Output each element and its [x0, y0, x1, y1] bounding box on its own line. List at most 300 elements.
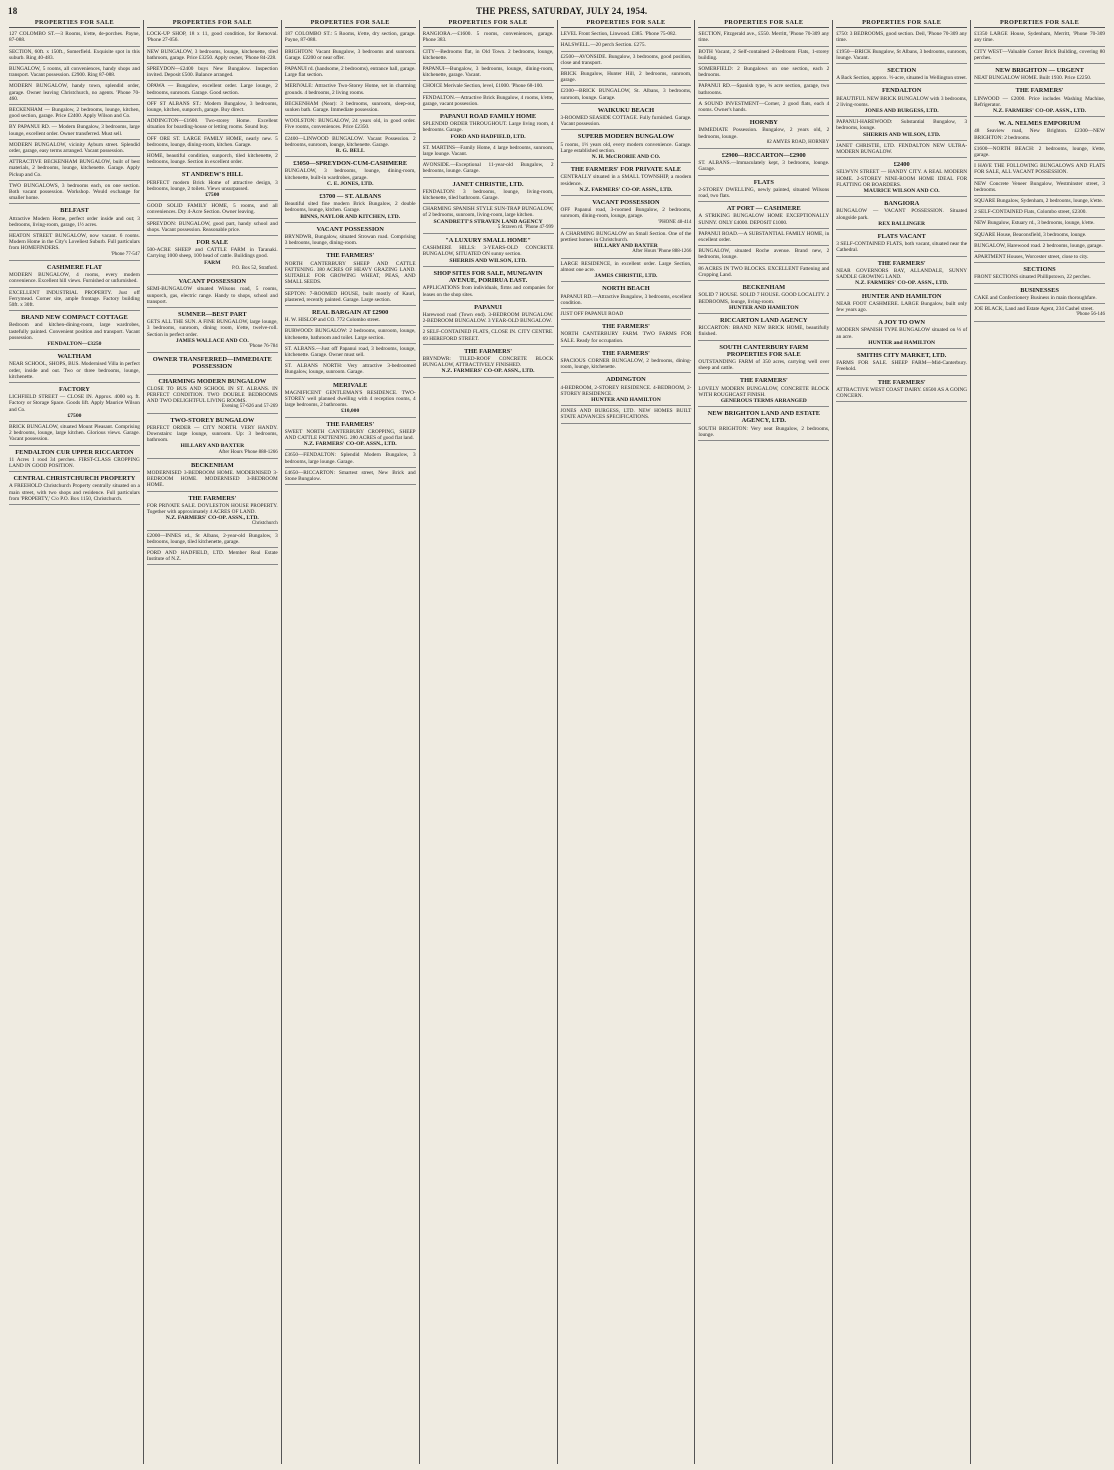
ad-body: 187 COLOMBO ST.: 5 Rooms, k'ette, dry section, garage. Payne, 87-088. [284, 31, 416, 44]
ad-heading: VACANT POSSESSION [316, 225, 384, 233]
classified-ad [9, 232, 140, 261]
ad-body: BUNGALOW, Harewood road. 2 bedrooms, lounge, garage. [974, 242, 1103, 249]
ad-agent: R. G. BELL [335, 148, 365, 155]
ad-body: SECTION, 60ft. x 150ft., Somerfield. Exquisite spot in this suburb. Ring 40-483. [9, 48, 140, 61]
ad-body: LINWOOD — £2000. Price includes Washing Machine, Refrigerator. [974, 95, 1105, 108]
ad-body: SPLENDID ORDER THROUGHOUT. Large living room, 4 bedrooms. Garage. [422, 121, 554, 134]
classified-ad [836, 317, 967, 349]
classified-ad [423, 65, 554, 81]
ad-heading: CHARMING MODERN BUNGALOW [158, 377, 267, 385]
column-heading: PROPERTIES FOR SALE [285, 20, 416, 28]
ad-heading: FENDALTON CUR UPPER RICCARTON [15, 448, 134, 456]
classified-ad [836, 30, 967, 46]
ad-body: BUNGALOW, 5 rooms, all conveniences, handy shops and transport. Vacant possession. £2900. Ring 87-088. [9, 66, 140, 79]
ad-heading: £3700 — ST. ALBANS [319, 193, 382, 201]
ad-heading: THE FARMERS' [326, 252, 375, 260]
ad-heading: "A LUXURY SMALL HOME" [445, 237, 531, 245]
ad-heading: THE FARMERS' [877, 259, 926, 267]
ad-body: PAPANUI rd. (handsome, 2 bedrooms), entrance hall, garage. Large flat section. [284, 66, 416, 79]
ad-agent: FORD AND HADFIELD, LTD. [450, 133, 526, 140]
ad-body: BOTH Vacant, 2 Self-contained 2-Bedroom Flats, 1-storey building. [698, 48, 830, 61]
ad-body: NEAR FOOT CASHMERE. LARGE Bungalow, built only few years ago. [836, 300, 968, 313]
ad-body: BRYNDWR, Bungalow, situated Strowan road. Comprising 3 bedrooms, lounge, dining-room. [284, 234, 416, 247]
classified-ad [836, 85, 967, 117]
ad-heading: HORNBY [749, 119, 778, 127]
classified-ad [423, 205, 554, 234]
ad-agent: N.Z. FARMERS' CO-OP. ASSN., LTD. [579, 186, 673, 193]
classified-ad [9, 158, 140, 181]
ad-body: £1950—BRICK Bungalow, St Albans, 3 bedrooms, sunroom, lounge. Vacant. [836, 48, 968, 61]
classified-ad [561, 87, 692, 103]
ad-body: ATTRACTIVE WEST COAST DAIRY. £6500 AS A GOING CONCERN. [836, 386, 968, 399]
ad-body: 86 ACRES IN TWO BLOCKS. EXCELLENT Fattening and Cropping Land. [698, 265, 830, 278]
ad-heading: SOUTH CANTERBURY FARM PROPERTIES FOR SALE [719, 343, 809, 358]
ad-body: HEATON STREET BUNGALOW, now vacant. 6 rooms. Modern Home in the City's Loveliest Suburb. Full particulars from HOMEFINDERS. [9, 233, 140, 252]
ad-body: SPACIOUS CORNER BUNGALOW, 2 bedrooms, dining-room, lounge, kitchenette. [560, 357, 692, 371]
classified-ad [698, 342, 829, 375]
classified-ad [147, 48, 278, 64]
ad-body: SOMERFIELD: 2 Bungalows on one section, each 2 bedrooms. [698, 66, 830, 79]
page-number: 18 [8, 6, 18, 16]
ad-body: 4-BEDROOM, 2-STOREY RESIDENCE. 4-BEDROOM, 2-STOREY RESIDENCE. [560, 384, 692, 397]
classified-ad [698, 315, 829, 341]
ad-body: BECKENHAM — Bungalow, 2 bedrooms, lounge, kitchen, good section, garage. Price £2400. Apply Wilson and Co. [9, 107, 140, 120]
ad-agent: C. E. JONES, LTD. [326, 180, 374, 187]
classified-ad [9, 262, 140, 288]
classified-ad [147, 237, 278, 275]
classified-ad [9, 384, 140, 422]
ad-body: APARTMENT Houses, Worcester street, close to city. [974, 254, 1089, 261]
classified-ad [285, 380, 416, 418]
classified-ad [9, 48, 140, 64]
column-6 [694, 20, 832, 1464]
ad-body: IMMEDIATE Possession. Bungalow, 2 years old, 2 bedrooms, lounge. [698, 127, 830, 140]
classified-ad [147, 202, 278, 218]
ad-heading: PAPANUI ROAD FAMILY HOME [439, 113, 537, 121]
ad-body: ST. ALBANS NORTH: Very attractive 3-bedroomed Bungalow, lounge, sunroom. Garage. [284, 363, 416, 376]
classified-ad [423, 82, 554, 92]
classified-ad [836, 291, 967, 317]
ad-body: BRICK BUNGALOW, situated Mount Pleasant. Comprising 2 bedrooms, lounge, large kitchen. Glorious views. Garage. Vacant possession. [9, 423, 140, 443]
ad-body: PAPANUI-HAREWOOD: Substantial Bungalow, 3 bedrooms, lounge. [836, 119, 968, 132]
classified-ad [561, 105, 692, 131]
ad-contact: After Hours 'Phone 888-1266 [632, 249, 692, 255]
classified-ad [698, 117, 829, 149]
ad-body: £2400—LINWOOD BUNGALOW. Vacant Possession. 2 bedrooms, sunroom, lounge, kitchenette. Garage. [284, 135, 416, 148]
classified-ad [285, 158, 416, 190]
ad-contact: 5 Straven rd. 'Phone 47-999 [497, 224, 554, 230]
classified-ad [974, 219, 1105, 229]
ad-body: SOLID 7 HOUSE. SOLID 7 HOUSE. GOOD LOCALITY. 2 BEDROOMS, lounge, living-room. [698, 292, 830, 305]
ad-heading: THE FARMERS' [326, 420, 375, 428]
ad-agent: HILLARY AND BAXTER [594, 243, 658, 250]
ad-body: NORTH CANTERBURY SHEEP AND CATTLE FATTENING. 380 ACRES OF HEAVY GRAZING LAND. SUITABLE FOR GROWING WHEAT, PEAS, AND SMALL SEEDS. [284, 260, 416, 286]
classified-ad [9, 65, 140, 81]
classified-ad [423, 179, 554, 205]
ad-agent: HUNTER AND HAMILTON [729, 304, 799, 311]
ad-body: RANGIORA.—£1600. 5 rooms, conveniences, garage. Phone 383. [422, 31, 554, 44]
ad-body: 2-STOREY DWELLING, newly painted, situated Wilsons road, two flats. [698, 186, 830, 200]
ad-body: OFF Papanui road, 3-roomed Bungalow, 2 bedrooms, sunroom, dining-room, lounge, garage. [560, 207, 692, 220]
classified-ad [147, 549, 278, 565]
ad-body: ST. ALBANS.—Just off Papanui road, 3 bedrooms, lounge, kitchenette. Garage. Owner must sell. [284, 345, 416, 358]
classified-ad [9, 423, 140, 446]
ad-heading: PAPANUI [474, 303, 502, 311]
ad-heading: FENDALTON [881, 87, 922, 95]
classified-ad [147, 82, 278, 98]
column-3 [281, 20, 419, 1464]
ad-contact: 'Phone 56-146 [1076, 312, 1105, 318]
classified-ad [561, 374, 692, 406]
classified-ad [147, 493, 278, 531]
classified-ad [285, 345, 416, 361]
ad-body: BUNGALOW, situated Roche avenue. Brand new, 2 bedrooms, lounge. [698, 248, 830, 261]
ad-body: BUNGALOW, 3 bedrooms, lounge, dining-room, kitchenette, built-in wardrobes, garage. [284, 168, 416, 181]
ad-body: NORTH CANTERBURY FARM. TWO FARMS FOR SALE. Ready for occupation. [560, 331, 692, 344]
classified-ad [423, 94, 554, 110]
ad-heading: SECTIONS [1023, 266, 1056, 274]
classified-ad [285, 290, 416, 306]
classified-ad [147, 376, 278, 414]
ad-body: MODERNISED 3-BEDROOM HOME. MODERNISED 3-BEDROOM HOME. MODERNISED 3-BEDROOM HOME. [146, 469, 278, 489]
ad-agent: FENDALTON—£3250 [47, 340, 102, 347]
ad-contact: P.O. Box 52, Stratford. [232, 265, 278, 271]
classified-ad [561, 131, 692, 163]
classified-ad [423, 161, 554, 177]
classified-ad [698, 203, 829, 229]
column-heading: PROPERTIES FOR SALE [147, 20, 278, 28]
ad-heading: THE FARMERS' [601, 323, 650, 331]
ad-body: FOR PRIVATE SALE. DOYLESTON HOUSE PROPERTY. Together with approximately 4 ACRES OF LAND. [146, 502, 278, 515]
ad-body: CITY—Bedrooms flat, in Old Town. 2 bedrooms, lounge, kitchenette. [422, 48, 554, 61]
ad-body: EXCELLENT INDUSTRIAL PROPERTY. Just off Ferrymead. Corner site, ample frontage. Factory building 50ft. x 30ft. [9, 289, 140, 308]
ad-body: RICCARTON: BRAND NEW BRICK HOME, beautifully finished. [698, 325, 830, 338]
ad-contact: 'Phone 77-547 [111, 251, 140, 257]
classified-ad [698, 150, 829, 176]
ad-body: FRONT SECTIONS situated Phillipstown, 22 perches. [974, 274, 1091, 281]
ad-body: SWEET NORTH CANTERBURY CROPPING, SHEEP AND CATTLE FATTENING. 280 ACRES of good flat land. [284, 428, 416, 441]
ad-contact: 'Phone 76-784 [248, 343, 278, 349]
ad-heading: NEW BRIGHTON — URGENT [995, 67, 1084, 75]
classified-ad [836, 142, 967, 158]
classified-ad [836, 258, 967, 290]
ad-body: BUNGALOW — VACANT POSSESSION. Situated alongside park. [836, 208, 968, 221]
ad-body: JOE BLACK, Land and Estate Agent, 234 Cashel street. [974, 306, 1094, 313]
classified-ad [698, 48, 829, 64]
ad-body: HOME, beautiful condition, sunporch, tiled kitchenette, 2 bedrooms, lounge. Section in excellent order. [146, 153, 278, 166]
ad-body: APPLICATIONS from individuals, firms and companies for leases on the shop sites. [422, 285, 554, 298]
classified-ad [285, 419, 416, 451]
ad-body: SELWYN STREET — HANDY CITY. A REAL MODERN HOME. 2-STOREY NINE-ROOM HOME IDEAL FOR FLATTING OR BOARDERS. [836, 169, 968, 188]
column-heading: PROPERTIES FOR SALE [9, 20, 140, 28]
classified-ad [285, 135, 416, 158]
ad-contact: Evening 57-626 and 57-269 [221, 404, 278, 410]
classified-ad [9, 106, 140, 122]
ad-body: MODERN SPANISH TYPE BUNGALOW situated on ⅓ of an acre. [836, 327, 968, 340]
column-7 [832, 20, 970, 1464]
ad-body: SECTION, Fitzgerald ave., £550. Merritt, 'Phone 70-309 any time. [698, 31, 830, 44]
column-heading: PROPERTIES FOR SALE [561, 20, 692, 28]
classified-ad [561, 164, 692, 196]
ad-agent: £10,000 [341, 408, 360, 415]
ad-body: SEMI-BUNGALOW situated Wilsons road, 5 rooms, sunporch, gas, electric range. Handy to shops, school and transport. [146, 286, 278, 305]
column-8 [970, 20, 1108, 1464]
ad-body: 2 SELF-CONTAINED FLATS, CLOSE IN. CITY CENTRE. 69 HEREFORD STREET. [422, 329, 554, 342]
classified-ad [836, 231, 967, 257]
ad-body: ST. MARTINS—Family Home, 4 large bedrooms, sunroom, large lounge. Vacant. [422, 144, 554, 158]
classified-ad [561, 53, 692, 69]
classified-ad [974, 145, 1105, 161]
ad-contact: 'PHONE 48-414 [658, 219, 692, 225]
ad-agent: JAMES WALLACE AND CO. [175, 337, 249, 344]
classified-ad [9, 82, 140, 105]
ad-body: BURWOOD: BUNGALOW: 2 bedrooms, sunroom, lounge, kitchenette, bathroom and toilet. Large section. [284, 328, 416, 341]
ad-body: PORD AND HADFIELD, LTD. Member Real Estate Institute of N.Z. [146, 550, 278, 563]
classified-ad [698, 230, 829, 246]
classified-ad [561, 230, 692, 259]
ad-heading: WAIKUKU BEACH [597, 106, 655, 114]
ad-body: PAPANUI RD.—Attractive Bungalow, 3 bedrooms, excellent condition. [560, 293, 692, 306]
ad-heading: NORTH BEACH [602, 285, 650, 293]
ad-body: £1350 LARGE House, Sydenham, Merritt, 'Phone 70-309 any time. [974, 31, 1105, 44]
ad-agent: JONES AND BURGESS, LTD. [864, 108, 939, 115]
ad-heading: BECKENHAM [191, 461, 234, 469]
ad-heading: AT PORT — CASHMERE [726, 205, 801, 213]
ad-heading: THE FARMERS' [739, 377, 788, 385]
ad-agent: JAMES CHRISTIE, LTD. [594, 273, 658, 280]
ad-body: GETS ALL THE SUN. A FINE BUNGALOW, large lounge, 3 bedrooms, sunroom, dining room, k'ette, twelve-roll. Section in perfect order. [146, 319, 278, 338]
ad-body: PAPANUI RD.—Spanish type, ¾ acre section, garage, two bathrooms. [698, 83, 830, 96]
ad-body: OPAWA — Bungalow, excellent order. Large lounge, 2 bedrooms, sunroom. Garage. Good section. [146, 83, 278, 96]
classified-ad [423, 328, 554, 344]
ad-heading: CASHMERE FLAT [46, 263, 102, 271]
ad-heading: NEW BRIGHTON LAND AND ESTATE AGENCY, LTD. [707, 410, 821, 425]
ad-agent: N. H. McCRORIE AND CO. [591, 154, 661, 161]
ad-body: 11 Acres 1 rood 34 perches. FIRST-CLASS CROPPING LAND IN GOOD POSITION. [9, 456, 140, 469]
ad-body: 3-ROOMED SEASIDE COTTAGE. Fully furnished. Garage. Vacant possession. [560, 115, 692, 128]
ad-body: LOCK-UP SHOP, 18 x 11, good condition, for Removal. 'Phone 27-056. [146, 31, 278, 44]
ad-body: LOVELY MODERN BUNGALOW, CONCRETE BLOCK WITH ROUGHCAST FINISH. [698, 385, 830, 398]
ad-heading: SECTION [887, 67, 917, 75]
ad-heading: CENTRAL CHRISTCHURCH PROPERTY [13, 475, 136, 483]
ad-body: Attractive Modern Home, perfect order inside and out; 3 bedrooms, living-room, garage, 1½ acres. [9, 215, 140, 228]
ad-body: Beautiful sited fine modern Brick Bungalow, 2 double bedrooms, lounge, kitchen. Garage. [284, 201, 416, 214]
ad-body: I HAVE THE FOLLOWING BUNGALOWS AND FLATS FOR SALE, ALL VACANT POSSESSION. [974, 163, 1105, 176]
classified-ad [561, 321, 692, 347]
column-2 [143, 20, 281, 1464]
classified-ad [974, 65, 1105, 84]
paper-title: THE PRESS, SATURDAY, JULY 24, 1954. [476, 6, 648, 16]
ad-agent: £7500 [205, 192, 220, 199]
classified-ad [285, 327, 416, 343]
ad-body: A SOUND INVESTMENT—Corner, 2 good flats, each 4 rooms. Owner's hands. [698, 100, 830, 114]
classified-ad [147, 169, 278, 201]
ad-heading: FOR SALE [196, 239, 229, 247]
ad-body: JANET CHRISTIE, LTD. FENDALTON NEW ULTRA-MODERN BUNGALOW. [836, 142, 968, 156]
ad-body: NEW Concrete Veneer Bungalow, Westminster street, 3 bedrooms. [974, 180, 1105, 193]
classified-ad [285, 48, 416, 64]
ad-body: BRYNDWR: TILED-ROOF CONCRETE BLOCK BUNGALOW, ATTRACTIVELY FINISHED. [422, 355, 554, 369]
ad-body: £2000—INNES rd., St Albans, 2-year-old Bungalow, 3 bedrooms, lounge, tiled kitchenette, garage. [146, 532, 278, 545]
ad-body: A FREEHOLD Christchurch Property centrally situated on a main street, with two shops and residence. Full particulars from 'PROPERTY,' C/o P.O. Box 1150, Christchurch. [9, 483, 140, 502]
ad-agent: HUNTER AND HAMILTON [591, 396, 661, 403]
classified-ad [561, 260, 692, 283]
ad-body: PAPANUI ROAD.—A SUBSTANTIAL FAMILY HOME, in excellent order. [698, 230, 830, 244]
ad-body: TWO BUNGALOWS, 3 bedrooms each, on one section. Both vacant possession. Workshop. Would exchange for smaller home. [9, 182, 140, 202]
classified-ad [423, 235, 554, 267]
ad-body: CENTRALLY situated in a SMALL TOWNSHIP, a modern residence. [560, 174, 692, 187]
classified-ad [974, 48, 1105, 64]
ad-body: NEW BUNGALOW, 3 bedrooms, lounge, kitchenette, tiled bathroom, garage. Price £3250. Apply owner, 'Phone 84-228. [146, 48, 278, 61]
ad-body: £3650—FENDALTON: Splendid Modern Bungalow, 3 bedrooms, large lounge. Garage. [284, 452, 416, 465]
ad-heading: SUPERB MODERN BUNGALOW [577, 133, 675, 141]
ad-body: LEVEL Front Section, Linwood. £385. 'Phone 75-082. [560, 31, 677, 38]
ad-body: MAGNIFICENT GENTLEMAN'S RESIDENCE. TWO-STOREY well planned dwelling with 4 reception rooms, 4 large bedrooms, 2 bathrooms. [284, 389, 416, 409]
ad-heading: W. A. NELMES EMPORIUM [998, 120, 1081, 128]
classified-ad [561, 407, 692, 423]
ad-body: ATTRACTIVE BECKENHAM BUNGALOW, built of best materials, 2 bedrooms, lounge, kitchenette. Garage. Apply Pickup and Co. [9, 159, 140, 178]
classified-ad [698, 375, 829, 407]
ad-heading: THE FARMERS' FOR PRIVATE SALE [570, 166, 682, 174]
classified-ad [974, 242, 1105, 252]
column-heading: PROPERTIES FOR SALE [974, 20, 1105, 28]
ad-heading: HUNTER AND HAMILTON [861, 292, 942, 300]
classified-ad [698, 282, 829, 314]
classified-ad [698, 265, 829, 281]
classified-ad [836, 48, 967, 64]
classified-ad [9, 123, 140, 139]
classified-ad [147, 135, 278, 151]
classified-ad [561, 197, 692, 229]
classified-ad [698, 30, 829, 46]
ad-agent: N.Z. FARMERS' CO-OP. ASSN., LTD. [165, 515, 259, 522]
classified-ad [974, 197, 1105, 207]
classified-ad [836, 159, 967, 197]
classified-ad [147, 276, 278, 308]
classified-ad [836, 198, 967, 230]
ad-body: NEAR GOVERNORS BAY, ALLANDALE, SUNNY SADDLE GROWING LAND. [836, 267, 968, 281]
ad-agent: N.Z. FARMERS' CO-OP. ASSN., LTD. [303, 441, 397, 448]
ad-body: PERFECT modern Brick Home of attractive design, 3 bedrooms, lounge, 2 toilets. Views unsurpassed. [146, 179, 278, 192]
classified-ad [9, 289, 140, 312]
ad-agent: HILLARY AND BAXTER [180, 443, 245, 450]
classified-ad [836, 350, 967, 376]
ad-heading: MERIVALE [333, 381, 368, 389]
ad-agent: BINNS, NAYLOR AND KITCHEN, LTD. [300, 213, 401, 220]
ad-body: NEAT BUNGALOW HOME. Built 1930. Price £2250. [974, 75, 1092, 82]
ad-agent: HUNTER and HAMILTON [868, 339, 936, 346]
classified-ad [285, 451, 416, 467]
ad-heading: THE FARMERS' [1015, 87, 1064, 95]
classified-ad [285, 469, 416, 485]
classified-ad [561, 70, 692, 86]
classified-ad [423, 48, 554, 64]
ad-contact: After Hours 'Phone 888-1266 [218, 449, 278, 455]
ad-body: LARGE RESIDENCE, in excellent order. Large Section, almost one acre. [560, 260, 692, 273]
classified-ad [698, 65, 829, 81]
classified-ad [698, 408, 829, 441]
classified-ad [974, 208, 1105, 218]
classified-ad [974, 180, 1105, 196]
ad-body: BRICK Bungalow, Hunter Hill, 2 bedrooms, sunroom, garage. [560, 71, 692, 84]
ad-heading: FLATS VACANT [877, 233, 926, 241]
ad-body: £1600—NORTH BEACH: 2 bedrooms, lounge, k'ette, garage. [974, 145, 1105, 159]
ad-heading: THE FARMERS' [188, 494, 237, 502]
classified-ad [285, 191, 416, 223]
classified-ad [698, 177, 829, 203]
ad-heading: THE FARMERS' [464, 347, 513, 355]
classified-ad [974, 118, 1105, 144]
ad-body: SEPTON: 7-ROOMED HOUSE, built mostly of Kauri, plastered, recently painted. Garage. Large section. [284, 290, 416, 303]
classified-ad [974, 30, 1105, 46]
classified-ad [561, 30, 692, 40]
masthead [8, 4, 1106, 18]
ad-heading: SMITHS CITY MARKET, LTD. [856, 351, 947, 359]
classified-ad [147, 65, 278, 81]
ad-body: GOOD SOLID FAMILY HOME, 5 rooms, and all conveniences. Dry 4-Acre Section. Owner leaving. [146, 203, 278, 216]
ad-body: A Back Section, approx. ½-acre, situated in Wellington street. [836, 75, 968, 82]
classified-ad [698, 247, 829, 263]
ad-heading: FACTORY [59, 385, 90, 393]
ad-body: Bedroom and kitchen-dining-room, large wardrobes, tastefully painted. Convenient position and transport. Vacant possession. [9, 322, 140, 341]
classified-ad [698, 82, 829, 98]
ad-agent: GENEROUS TERMS ARRANGED [720, 397, 807, 404]
ad-body: A STRIKING BUNGALOW HOME EXCEPTIONALLY SUNNY. ONLY £4000. DEPOSIT £1000. [698, 213, 830, 226]
ad-body: MODERN BUNGALOW, handy town, splendid order, garage. Owner leaving Christchurch, no agents. 'Phone 70-460. [9, 83, 140, 102]
ad-agent: N.Z. FARMERS' CO-OP. ASSN., LTD. [441, 368, 535, 375]
ad-body: SPREYDON: BUNGALOW, good part, handy school and shops. Vacant possession. Reasonable price. [146, 220, 278, 233]
ad-agent: £7500 [67, 412, 82, 419]
column-heading: PROPERTIES FOR SALE [698, 20, 829, 28]
classified-ad [836, 377, 967, 403]
ad-body: ST. ALBANS.—Immaculately kept, 3 bedrooms, lounge. Garage. [698, 160, 830, 173]
ad-body: CITY WEST—Valuable Corner Brick Building, covering 80 perches. [974, 48, 1105, 61]
classified-ad [285, 250, 416, 288]
ad-heading: £2900—RICCARTON—£2900 [721, 152, 806, 160]
ad-agent: SHERRIS AND WILSON, LTD. [449, 257, 527, 264]
ad-heading: THE FARMERS' [877, 378, 926, 386]
ad-heading: BECKENHAM [742, 284, 786, 292]
classified-ad [561, 41, 692, 51]
ad-body: 48 Seaview road, New Brighton. £2300—NEW BRIGHTON: 2 bedrooms. [974, 128, 1105, 141]
ad-body: BEAUTIFUL NEW BRICK BUNGALOW with 3 bedrooms, 2 living-rooms. [836, 95, 968, 108]
ad-heading: RICCARTON LAND AGENCY [719, 316, 808, 324]
classified-ad [9, 182, 140, 205]
classified-ad [147, 415, 278, 459]
ad-body: 5 rooms, 1½ years old, every modern convenience. Garage. Large established section. [560, 141, 692, 154]
ad-body: OFF ORE ST. LARGE FAMILY HOME, nearly new. 5 bedrooms, lounge, dining-room, kitchen. Garage. [146, 135, 278, 148]
ad-body: WOOLSTON: BUNGALOW, 24 years old, in good order. Five rooms, conveniences. Price £2350. [284, 118, 416, 131]
ad-body: CHARMING SPANISH STYLE SUN-TRAP BUNGALOW, of 2 bedrooms, sunroom, living-room, large kitchen. [422, 206, 554, 219]
classified-ad [974, 285, 1105, 304]
classified-ad [974, 85, 1105, 117]
ad-body: FENDALTON: 3 bedrooms, lounge, living-room, kitchenette, tiled bathroom. Garage. [422, 188, 554, 202]
classified-ad [974, 231, 1105, 241]
classified-ad [285, 30, 416, 46]
ad-heading: TWO-STOREY BUNGALOW [170, 416, 255, 424]
classified-ad [147, 100, 278, 116]
ad-heading: VACANT POSSESSION [592, 199, 660, 207]
ad-body: A CHARMING BUNGALOW on Small Section. One of the prettiest homes in Christchurch. [560, 230, 692, 244]
column-5 [557, 20, 695, 1464]
classified-ad [974, 162, 1105, 178]
classified-ad [285, 65, 416, 81]
ad-contact: Christchurch [251, 521, 278, 527]
ad-body: FARMS FOR SALE. SHEEP FARM—Mid-Canterbury. Freehold. [836, 360, 968, 373]
classified-ad [147, 152, 278, 168]
classified-ad [147, 309, 278, 353]
ad-body: 500-ACRE SHEEP and CATTLE FARM in Taranaki. Carrying 1000 sheep, 100 head of cattle. Buildings good. [146, 247, 278, 260]
